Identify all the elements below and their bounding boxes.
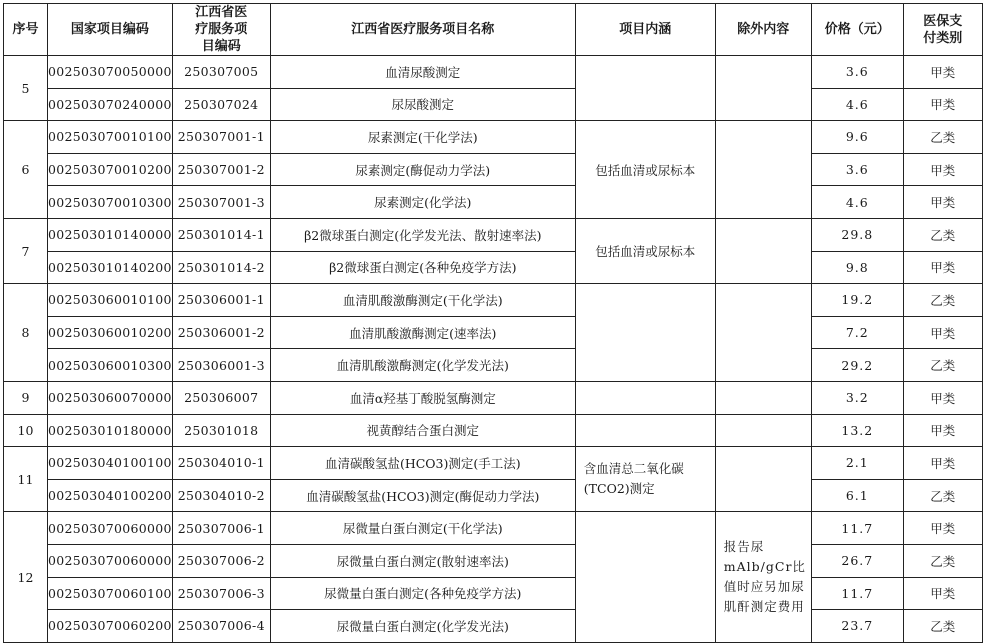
jx-code-cell: 250307001-1: [172, 121, 270, 154]
item-name-cell: 血清肌酸激酶测定(干化学法): [270, 284, 575, 317]
table-row: [4, 316, 983, 349]
category-cell: 甲类: [903, 577, 982, 610]
connotation-cell: [575, 381, 715, 414]
price-cell: 29.8: [811, 218, 903, 251]
connotation-cell: 含血清总二氧化碳(TCO2)测定: [575, 447, 715, 512]
jx-code-cell: 250307006-2: [172, 544, 270, 577]
table-row: [4, 56, 983, 89]
price-cell: 26.7: [811, 544, 903, 577]
jx-code-cell: 250307001-2: [172, 153, 270, 186]
price-cell: 11.7: [811, 577, 903, 610]
exclusion-cell: [715, 284, 811, 382]
jx-code-cell: 250307006-3: [172, 577, 270, 610]
seq-cell: 7: [4, 218, 48, 283]
national-code-cell: 002503070060000: [48, 512, 173, 545]
jx-code-cell: 250304010-1: [172, 447, 270, 480]
item-name-cell: 血清尿酸测定: [270, 56, 575, 89]
category-cell: 乙类: [903, 121, 982, 154]
item-name-cell: β2微球蛋白测定(各种免疫学方法): [270, 251, 575, 284]
jx-code-cell: 250306001-1: [172, 284, 270, 317]
jx-code-cell: 250306007: [172, 381, 270, 414]
national-code-cell: 002503070060200: [48, 610, 173, 643]
header-connotation: 项目内涵: [575, 4, 715, 56]
price-cell: 2.1: [811, 447, 903, 480]
jx-code-cell: 250307024: [172, 88, 270, 121]
item-name-cell: 血清碳酸氢盐(HCO3)测定(酶促动力学法): [270, 479, 575, 512]
connotation-cell: [575, 284, 715, 382]
national-code-cell: 002503070010100: [48, 121, 173, 154]
item-name-cell: 尿微量白蛋白测定(散射速率法): [270, 544, 575, 577]
price-cell: 7.2: [811, 316, 903, 349]
table-row: [4, 414, 983, 447]
header-row: [4, 4, 983, 56]
jx-code-cell: 250301018: [172, 414, 270, 447]
table-row: [4, 544, 983, 577]
jx-code-cell: 250307006-4: [172, 610, 270, 643]
table-row: [4, 610, 983, 643]
category-cell: 甲类: [903, 153, 982, 186]
jx-code-cell: 250306001-2: [172, 316, 270, 349]
price-table: [3, 3, 983, 643]
table-row: [4, 577, 983, 610]
header-insurance-category: 医保支付类别: [903, 4, 982, 56]
item-name-cell: 尿素测定(干化学法): [270, 121, 575, 154]
jx-code-cell: 250301014-1: [172, 218, 270, 251]
table-row: [4, 512, 983, 545]
national-code-cell: 002503060010300: [48, 349, 173, 382]
table-row: [4, 479, 983, 512]
jx-code-cell: 250301014-2: [172, 251, 270, 284]
item-name-cell: 尿素测定(酶促动力学法): [270, 153, 575, 186]
connotation-cell: [575, 414, 715, 447]
item-name-cell: 尿尿酸测定: [270, 88, 575, 121]
price-cell: 29.2: [811, 349, 903, 382]
seq-cell: 11: [4, 447, 48, 512]
category-cell: 甲类: [903, 186, 982, 219]
jx-code-cell: 250304010-2: [172, 479, 270, 512]
exclusion-cell: [715, 447, 811, 512]
price-cell: 9.6: [811, 121, 903, 154]
national-code-cell: 002503060010100: [48, 284, 173, 317]
table-row: [4, 349, 983, 382]
exclusion-cell: [715, 121, 811, 219]
connotation-cell: 包括血清或尿标本: [575, 218, 715, 283]
table-row: [4, 251, 983, 284]
seq-cell: 10: [4, 414, 48, 447]
header-price: 价格（元）: [811, 4, 903, 56]
item-name-cell: 血清肌酸激酶测定(化学发光法): [270, 349, 575, 382]
header-national-code: 国家项目编码: [48, 4, 173, 56]
national-code-cell: 002503070240000: [48, 88, 173, 121]
item-name-cell: 尿微量白蛋白测定(各种免疫学方法): [270, 577, 575, 610]
price-cell: 4.6: [811, 186, 903, 219]
seq-cell: 9: [4, 381, 48, 414]
table-row: [4, 121, 983, 154]
category-cell: 乙类: [903, 544, 982, 577]
category-cell: 甲类: [903, 88, 982, 121]
item-name-cell: 尿微量白蛋白测定(干化学法): [270, 512, 575, 545]
jx-code-cell: 250306001-3: [172, 349, 270, 382]
category-cell: 甲类: [903, 414, 982, 447]
exclusion-cell: [715, 218, 811, 283]
category-cell: 乙类: [903, 284, 982, 317]
table-row: [4, 381, 983, 414]
price-cell: 3.6: [811, 153, 903, 186]
category-cell: 乙类: [903, 218, 982, 251]
item-name-cell: 血清碳酸氢盐(HCO3)测定(手工法): [270, 447, 575, 480]
price-cell: 13.2: [811, 414, 903, 447]
table-row: [4, 218, 983, 251]
exclusion-cell: 报告尿mAlb/gCr比值时应另加尿肌酐测定费用: [715, 512, 811, 642]
category-cell: 甲类: [903, 251, 982, 284]
price-cell: 9.8: [811, 251, 903, 284]
header-item-name: 江西省医疗服务项目名称: [270, 4, 575, 56]
category-cell: 乙类: [903, 610, 982, 643]
national-code-cell: 002503070010300: [48, 186, 173, 219]
connotation-cell: 包括血清或尿标本: [575, 121, 715, 219]
price-cell: 4.6: [811, 88, 903, 121]
table-row: [4, 284, 983, 317]
national-code-cell: 002503070010200: [48, 153, 173, 186]
category-cell: 甲类: [903, 316, 982, 349]
seq-cell: 8: [4, 284, 48, 382]
price-cell: 3.6: [811, 56, 903, 89]
table-row: [4, 153, 983, 186]
item-name-cell: 血清肌酸激酶测定(速率法): [270, 316, 575, 349]
seq-cell: 6: [4, 121, 48, 219]
item-name-cell: 血清α羟基丁酸脱氢酶测定: [270, 381, 575, 414]
exclusion-cell: [715, 414, 811, 447]
connotation-cell: [575, 56, 715, 121]
category-cell: 甲类: [903, 512, 982, 545]
connotation-cell: [575, 512, 715, 642]
item-name-cell: 视黄醇结合蛋白测定: [270, 414, 575, 447]
national-code-cell: 002503060070000: [48, 381, 173, 414]
item-name-cell: β2微球蛋白测定(化学发光法、散射速率法): [270, 218, 575, 251]
price-cell: 23.7: [811, 610, 903, 643]
price-cell: 6.1: [811, 479, 903, 512]
category-cell: 甲类: [903, 381, 982, 414]
national-code-cell: 002503070060100: [48, 577, 173, 610]
price-cell: 3.2: [811, 381, 903, 414]
seq-cell: 5: [4, 56, 48, 121]
item-name-cell: 尿微量白蛋白测定(化学发光法): [270, 610, 575, 643]
header-exclusion: 除外内容: [715, 4, 811, 56]
national-code-cell: 002503040100100: [48, 447, 173, 480]
category-cell: 乙类: [903, 479, 982, 512]
category-cell: 甲类: [903, 447, 982, 480]
national-code-cell: 002503010140000: [48, 218, 173, 251]
jx-code-cell: 250307006-1: [172, 512, 270, 545]
jx-code-cell: 250307001-3: [172, 186, 270, 219]
exclusion-cell: [715, 56, 811, 121]
national-code-cell: 002503010180000: [48, 414, 173, 447]
header-seq: 序号: [4, 4, 48, 56]
national-code-cell: 002503070060000: [48, 544, 173, 577]
price-cell: 19.2: [811, 284, 903, 317]
national-code-cell: 002503070050000: [48, 56, 173, 89]
table-row: [4, 88, 983, 121]
table-row: [4, 447, 983, 480]
national-code-cell: 002503060010200: [48, 316, 173, 349]
category-cell: 甲类: [903, 56, 982, 89]
price-cell: 11.7: [811, 512, 903, 545]
category-cell: 乙类: [903, 349, 982, 382]
national-code-cell: 002503040100200: [48, 479, 173, 512]
exclusion-cell: [715, 381, 811, 414]
national-code-cell: 002503010140200: [48, 251, 173, 284]
header-jx-code: 江西省医疗服务项目编码: [172, 4, 270, 56]
seq-cell: 12: [4, 512, 48, 642]
jx-code-cell: 250307005: [172, 56, 270, 89]
item-name-cell: 尿素测定(化学法): [270, 186, 575, 219]
table-row: [4, 186, 983, 219]
